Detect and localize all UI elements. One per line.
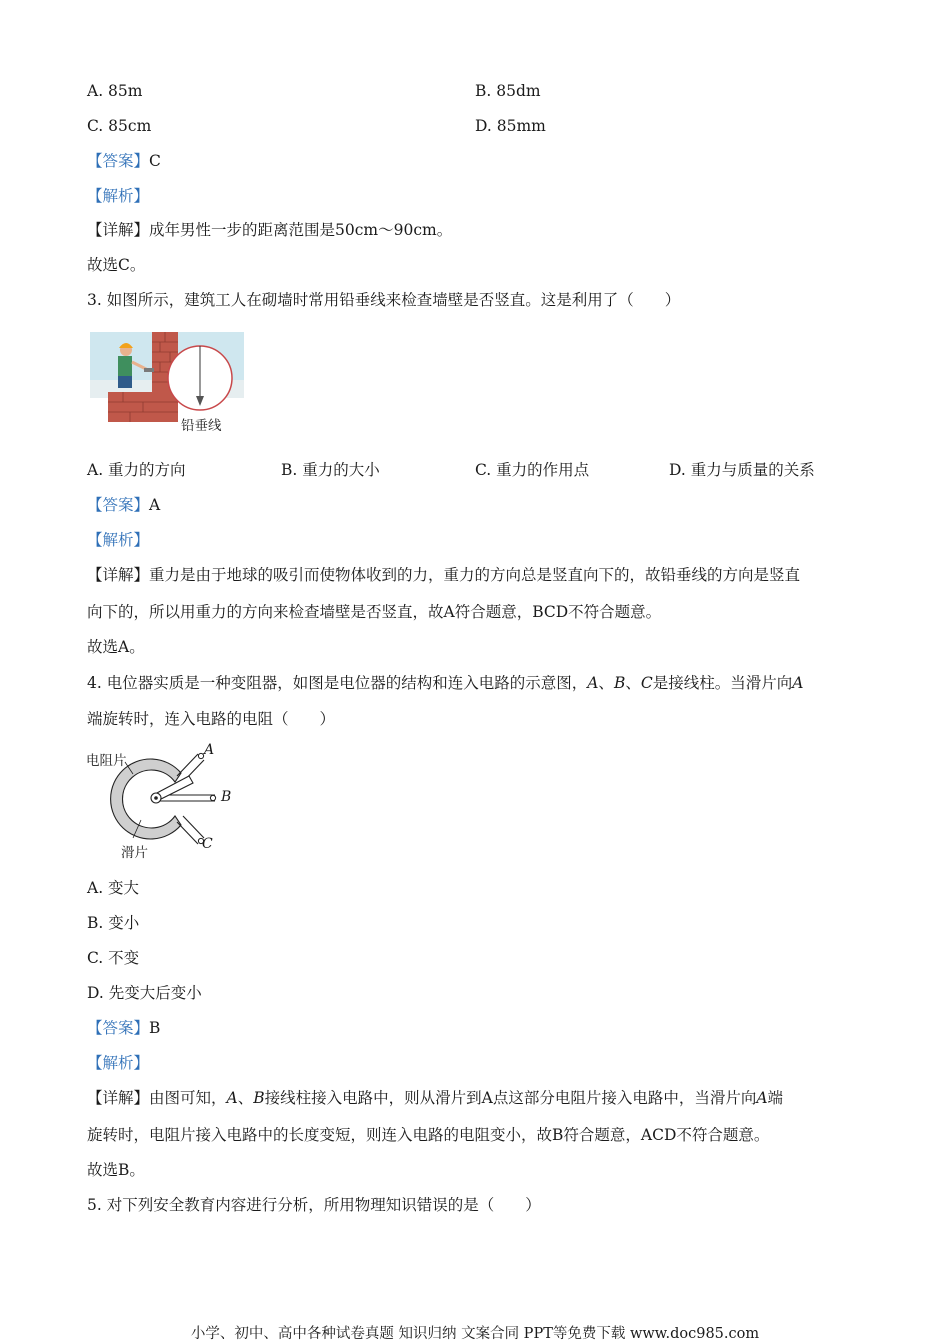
detail-tag: 【详解】 xyxy=(87,221,150,239)
term-b: B xyxy=(613,674,626,692)
answer-value: C xyxy=(149,152,161,170)
pivot-center xyxy=(154,796,158,800)
q4-detail-line1 xyxy=(87,1088,783,1108)
q2-option-c: C. 85cm xyxy=(87,117,152,135)
separator: 、 xyxy=(625,674,641,692)
q4-option-c: C. 不变 xyxy=(87,949,140,967)
q3-option-d: D. 重力与质量的关系 xyxy=(669,461,815,479)
slider-label: 滑片 xyxy=(121,845,148,861)
q3-conclusion: 故选A。 xyxy=(87,638,145,656)
plumb-line-figure xyxy=(88,330,248,435)
q4-option-d: D. 先变大后变小 xyxy=(87,984,202,1002)
plumb-line-illustration xyxy=(88,330,248,435)
answer-tag: 【答案】 xyxy=(87,152,150,170)
q3-analysis-tag: 【解析】 xyxy=(87,531,150,549)
stem-text: 是接线柱。当滑片向 xyxy=(652,674,793,692)
detail-text: 成年男性一步的距离范围是50cm～90cm。 xyxy=(149,221,453,239)
answer-value: B xyxy=(149,1019,161,1037)
q4-stem-line1 xyxy=(87,673,803,693)
term-a: A xyxy=(756,1089,768,1107)
q2-conclusion: 故选C。 xyxy=(87,256,146,274)
terminal-b-label: B xyxy=(221,789,232,805)
q2-detail xyxy=(87,220,452,240)
potentiometer-figure xyxy=(85,740,245,862)
q3-option-b: B. 重力的大小 xyxy=(281,461,380,479)
terminal-c-label: C xyxy=(202,836,213,852)
q4-answer xyxy=(87,1018,160,1038)
resistor-label: 电阻片 xyxy=(86,753,127,769)
detail-text: 接线柱接入电路中，则从滑片到A点这部分电阻片接入电路中，当滑片向 xyxy=(264,1089,757,1107)
resistor-ring xyxy=(111,759,181,839)
q4-option-a: A. 变大 xyxy=(87,879,140,897)
terminal-c xyxy=(177,816,204,844)
q3-answer xyxy=(87,495,160,515)
q2-option-b: B. 85dm xyxy=(475,82,541,100)
term-a: A xyxy=(226,1089,238,1107)
separator: 、 xyxy=(598,674,614,692)
plumb-line-label: 铅垂线 xyxy=(181,418,222,434)
term-a: A xyxy=(792,674,804,692)
q2-analysis-tag: 【解析】 xyxy=(87,187,150,205)
detail-text: 端 xyxy=(767,1089,784,1107)
detail-text: 由图可知， xyxy=(149,1089,227,1107)
term-c: C xyxy=(640,674,653,692)
detail-text: 重力是由于地球的吸引而使物体收到的力，重力的方向总是竖直向下的，故铅垂线的方向是竖直 xyxy=(149,566,801,584)
answer-tag: 【答案】 xyxy=(87,1019,150,1037)
q3-detail-line1 xyxy=(87,565,800,585)
q3-stem: 3. 如图所示，建筑工人在砌墙时常用铅垂线来检查墙壁是否竖直。这是利用了（ ） xyxy=(87,291,681,309)
q4-detail-line2: 旋转时，电阻片接入电路中的长度变短，则连入电路的电阻变小，故B符合题意，ACD不符合题意。 xyxy=(87,1126,770,1144)
q4-conclusion: 故选B。 xyxy=(87,1161,145,1179)
q2-option-d: D. 85mm xyxy=(475,117,546,135)
q5-stem: 5. 对下列安全教育内容进行分析，所用物理知识错误的是（ ） xyxy=(87,1196,541,1214)
q2-option-a: A. 85m xyxy=(87,82,143,100)
q3-option-a: A. 重力的方向 xyxy=(87,461,186,479)
q4-analysis-tag: 【解析】 xyxy=(87,1054,150,1072)
term-a: A xyxy=(587,674,599,692)
terminal-a-label: A xyxy=(204,742,215,758)
plumb-line-inset xyxy=(168,346,232,410)
term-b: B xyxy=(253,1089,265,1107)
stem-text: 4. 电位器实质是一种变阻器，如图是电位器的结构和连入电路的示意图， xyxy=(87,674,588,692)
q3-detail-line2: 向下的，所以用重力的方向来检查墙壁是否竖直，故A符合题意，BCD不符合题意。 xyxy=(87,603,662,621)
detail-tag: 【详解】 xyxy=(87,566,150,584)
q2-answer xyxy=(87,151,161,171)
answer-tag: 【答案】 xyxy=(87,496,150,514)
separator: 、 xyxy=(237,1089,254,1107)
q3-option-c: C. 重力的作用点 xyxy=(475,461,590,479)
q4-option-b: B. 变小 xyxy=(87,914,140,932)
page-footer: 小学、初中、高中各种试卷真题 知识归纳 文案合同 PPT等免费下载 www.doc985.com xyxy=(190,1326,760,1342)
q4-stem-line2: 端旋转时，连入电路的电阻（ ） xyxy=(87,710,336,728)
detail-tag: 【详解】 xyxy=(87,1089,150,1107)
answer-value: A xyxy=(149,496,161,514)
